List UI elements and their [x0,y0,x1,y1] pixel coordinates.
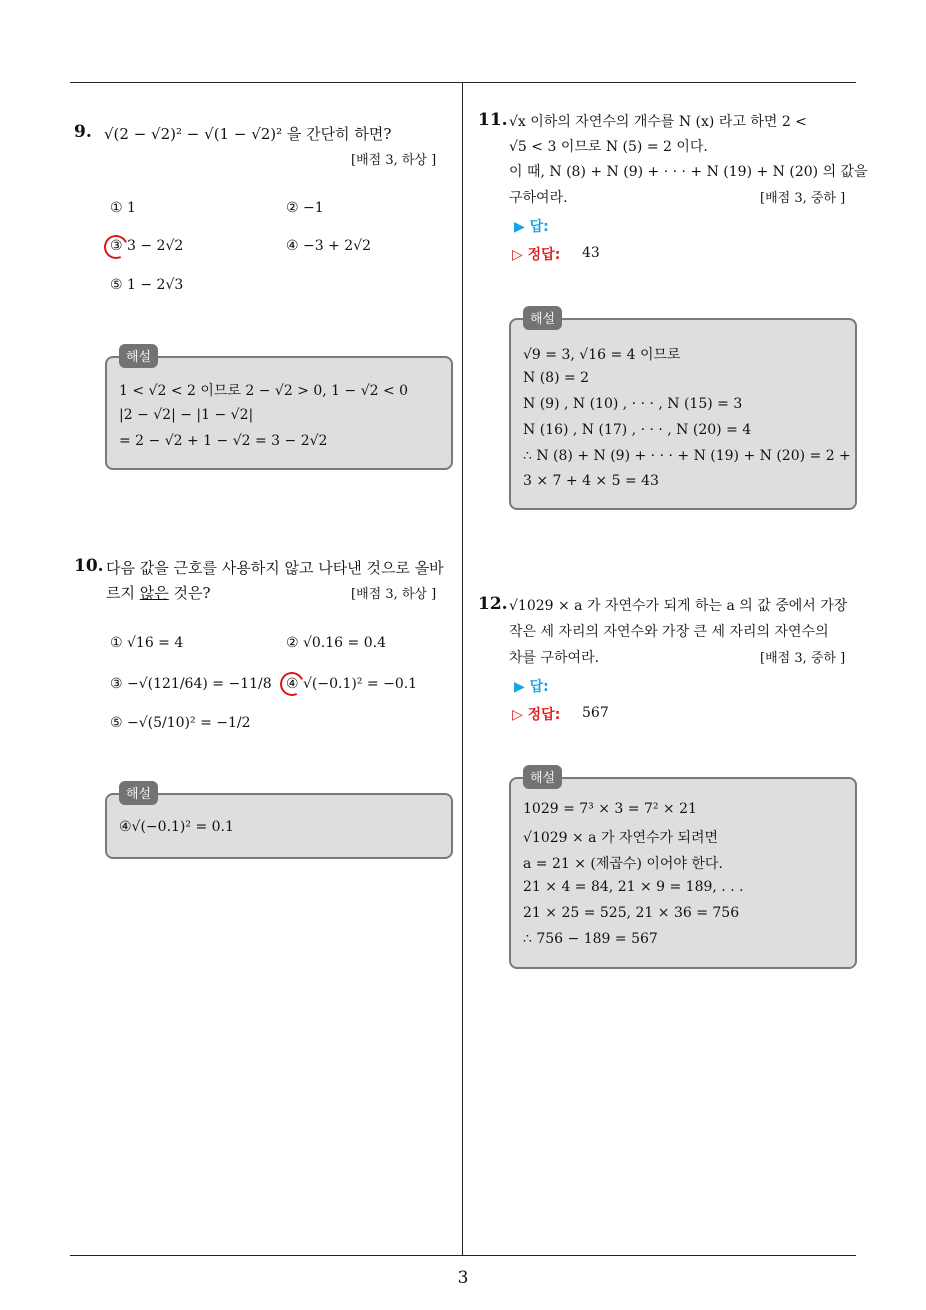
q9-sol-line-2: |2 − √2| − |1 − √2| [119,407,254,423]
q9-sol-line-1: 1 < √2 < 2 이므로 2 − √2 > 0, 1 − √2 < 0 [119,383,409,399]
q11-line-2: √5 < 3 이므로 N (5) = 2 이다. [509,139,708,155]
q11-solution-tag: 해설 [523,306,562,330]
q10-option-4[interactable]: ④ √(−0.1)² = −0.1 [286,676,418,692]
q12-correct-label: ▷ 정답: [512,707,561,723]
q10-option-5[interactable]: ⑤ −√(5/10)² = −1/2 [110,715,251,731]
q10-answer-mark [277,669,308,700]
q11-answer-label: ▶ 답: [514,219,549,235]
q9-option-4[interactable]: ④ −3 + 2√2 [286,238,372,254]
q11-points: [배점 3, 중하 ] [760,191,846,206]
q12-points: [배점 3, 중하 ] [760,651,846,666]
q11-sol-line-3: N (9) , N (10) , · · · , N (15) = 3 [523,396,743,412]
q11-sol-line-1: √9 = 3, √16 = 4 이므로 [523,347,681,363]
q9-option-5[interactable]: ⑤ 1 − 2√3 [110,277,184,293]
q12-correct-value: 567 [582,705,609,721]
q12-line-3: 차를 구하여라. [509,650,600,666]
q11-sol-line-6: 3 × 7 + 4 × 5 = 43 [523,473,659,489]
q12-number: 12. [478,594,508,614]
q9-solution-box [105,356,453,470]
q11-line-1: √x 이하의 자연수의 개수를 N (x) 라고 하면 2 < [509,114,807,130]
q9-sol-line-3: = 2 − √2 + 1 − √2 = 3 − 2√2 [119,433,328,449]
q12-answer-label: ▶ 답: [514,679,549,695]
q10-points: [배점 3, 하상 ] [351,587,437,602]
q9-points: [배점 3, 하상 ] [351,153,437,168]
q9-question: √(2 − √2)² − √(1 − √2)² 을 간단히 하면? [104,125,392,143]
q12-sol-line-2: √1029 × a 가 자연수가 되려면 [523,830,719,846]
bottom-rule [70,1255,856,1256]
q12-solution-tag: 해설 [523,765,562,789]
column-divider [462,83,463,1255]
q10-sol-line-1: ④√(−0.1)² = 0.1 [119,819,234,835]
q10-option-1[interactable]: ① √16 = 4 [110,635,184,651]
q11-solution-box [509,318,857,510]
q10-option-2[interactable]: ② √0.16 = 0.4 [286,635,386,651]
q10-solution-tag: 해설 [119,781,158,805]
q11-line-3: 이 때, N (8) + N (9) + · · · + N (19) + N (20) 의 값을 [509,164,868,180]
page-number: 3 [457,1268,469,1288]
q9-solution-tag: 해설 [119,344,158,368]
q11-sol-line-2: N (8) = 2 [523,370,590,386]
q10-line-2: 르지 않은 것은? [106,584,211,602]
q10-option-3[interactable]: ③ −√(121/64) = −11/8 [110,676,272,692]
q12-sol-line-6: ∴ 756 − 189 = 567 [523,931,658,947]
q10-number: 10. [74,556,104,576]
top-rule [70,82,856,83]
q12-sol-line-3: a = 21 × (제곱수) 이어야 한다. [523,856,723,872]
q9-number: 9. [74,122,92,142]
q12-line-1: √1029 × a 가 자연수가 되게 하는 a 의 값 중에서 가장 [509,598,848,614]
q9-option-3[interactable]: ③ 3 − 2√2 [110,238,184,254]
q9-answer-mark [101,232,132,263]
q9-option-1[interactable]: ① 1 [110,200,136,216]
q11-sol-line-4: N (16) , N (17) , · · · , N (20) = 4 [523,422,752,438]
q12-line-2: 작은 세 자리의 자연수와 가장 큰 세 자리의 자연수의 [509,624,829,640]
q11-correct-value: 43 [582,245,600,261]
q12-sol-line-1: 1029 = 7³ × 3 = 7² × 21 [523,801,697,817]
q12-sol-line-5: 21 × 25 = 525, 21 × 36 = 756 [523,905,740,921]
q11-number: 11. [478,110,508,130]
q10-solution-box [105,793,453,859]
q9-option-2[interactable]: ② −1 [286,200,324,216]
q12-solution-box [509,777,857,969]
q10-line-1: 다음 값을 근호를 사용하지 않고 나타낸 것으로 올바 [106,559,444,577]
q11-sol-line-5: ∴ N (8) + N (9) + · · · + N (19) + N (20) = 2 + [523,448,851,464]
q12-sol-line-4: 21 × 4 = 84, 21 × 9 = 189, . . . [523,879,744,895]
q11-correct-label: ▷ 정답: [512,247,561,263]
q11-line-4: 구하여라. [509,190,568,206]
